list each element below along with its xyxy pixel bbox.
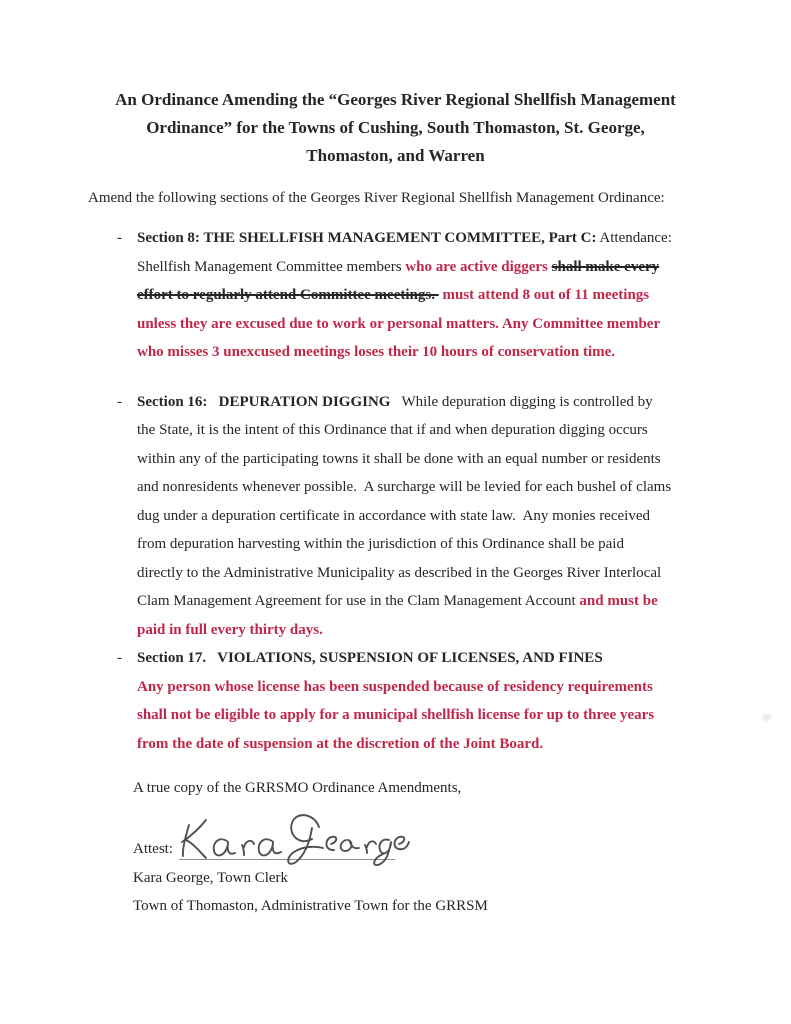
text-segment: Attendance: bbox=[596, 230, 672, 246]
section-16 bbox=[117, 388, 757, 645]
section-17 bbox=[117, 644, 757, 758]
amendment-intro: Amend the following sections of the Georges River Regional Shellfish Management Ordinance: bbox=[88, 190, 665, 206]
signature-image bbox=[173, 805, 409, 869]
title-line-2: Ordinance” for the Towns of Cushing, South Thomaston, St. George, bbox=[146, 118, 645, 137]
text-line bbox=[137, 616, 671, 645]
signature-line bbox=[179, 828, 395, 860]
town-line: Town of Thomaston, Administrative Town for the GRRSM bbox=[133, 898, 488, 914]
text-segment: effort to regularly attend Committee meetings. bbox=[137, 287, 439, 303]
section-paragraph bbox=[137, 644, 654, 758]
clerk-name-line: Kara George, Town Clerk bbox=[133, 869, 289, 886]
bullet-dash: - bbox=[117, 393, 122, 410]
text-segment: Section 17. VIOLATIONS, SUSPENSION OF LICENSES, AND FINES bbox=[137, 650, 603, 666]
text-line bbox=[137, 701, 654, 730]
text-segment: from the date of suspension at the discretion of the Joint Board. bbox=[137, 735, 544, 752]
text-segment: shall not be eligible to apply for a municipal shellfish license for up to three years bbox=[137, 707, 655, 723]
text-segment: dug under a depuration certificate in accordance with state law. Any monies received bbox=[137, 507, 650, 524]
ordinance-body bbox=[117, 224, 757, 921]
section-paragraph bbox=[137, 388, 671, 645]
text-line bbox=[137, 473, 671, 502]
ordinance-sections bbox=[117, 224, 757, 758]
text-segment: Any person whose license has been suspended because of residency requirements bbox=[137, 678, 653, 695]
true-copy-statement: A true copy of the GRRSMO Ordinance Amendments, bbox=[133, 780, 462, 796]
title-line-3: Thomaston, and Warren bbox=[306, 146, 485, 165]
text-line bbox=[137, 559, 671, 588]
attest-label: Attest: bbox=[133, 840, 173, 857]
bullet-dash: - bbox=[117, 230, 122, 246]
attest-row bbox=[133, 828, 757, 860]
text-line bbox=[137, 224, 672, 253]
text-segment: paid in full every thirty days. bbox=[137, 621, 323, 638]
text-segment: who are active diggers bbox=[405, 258, 552, 275]
text-line bbox=[137, 445, 671, 474]
text-line bbox=[137, 253, 672, 282]
scan-artifact bbox=[762, 714, 771, 721]
text-segment: must attend 8 out of 11 meetings bbox=[438, 287, 650, 303]
text-line bbox=[137, 416, 671, 445]
text-line bbox=[137, 530, 671, 559]
text-segment: unless they are excused due to work or personal matters. Any Committee member bbox=[137, 315, 661, 332]
text-segment: directly to the Administrative Municipality as described in the Georges River Interlocal bbox=[137, 564, 662, 581]
text-segment: and must be bbox=[579, 593, 658, 609]
text-line bbox=[137, 730, 654, 759]
text-segment: Clam Management Agreement for use in the Clam Management Account bbox=[137, 593, 580, 609]
text-segment: within any of the participating towns it shall be done with an equal number or residents bbox=[137, 450, 661, 467]
text-line bbox=[137, 388, 671, 417]
text-line bbox=[137, 338, 672, 367]
text-segment: Shellfish Management Committee members bbox=[137, 258, 406, 275]
text-segment: shall make every bbox=[551, 258, 660, 275]
text-line bbox=[137, 644, 654, 673]
section-paragraph bbox=[137, 224, 672, 367]
text-segment: While depuration digging is controlled by bbox=[390, 393, 653, 410]
text-line bbox=[137, 502, 671, 531]
text-segment: the State, it is the intent of this Ordinance that if and when depuration digging occurs bbox=[137, 422, 648, 438]
bullet-dash: - bbox=[117, 650, 122, 666]
document-title bbox=[0, 86, 791, 170]
section-8 bbox=[117, 224, 757, 367]
text-segment: and nonresidents whenever possible. A surcharge will be levied for each bushel of clams bbox=[137, 479, 672, 495]
text-segment: who misses 3 unexcused meetings loses their 10 hours of conservation time. bbox=[137, 344, 616, 360]
text-line bbox=[137, 587, 671, 616]
text-line bbox=[137, 673, 654, 702]
text-line bbox=[137, 281, 672, 310]
title-line-1: An Ordinance Amending the “Georges River Regional Shellfish Management bbox=[115, 90, 676, 109]
signer-block bbox=[133, 864, 757, 921]
text-segment: from depuration harvesting within the jurisdiction of this Ordinance shall be paid bbox=[137, 536, 624, 552]
text-line bbox=[137, 310, 672, 339]
text-segment: Section 8: THE SHELLFISH MANAGEMENT COMMITTEE, Part C: bbox=[137, 230, 597, 246]
text-segment: Section 16: DEPURATION DIGGING bbox=[137, 393, 391, 410]
